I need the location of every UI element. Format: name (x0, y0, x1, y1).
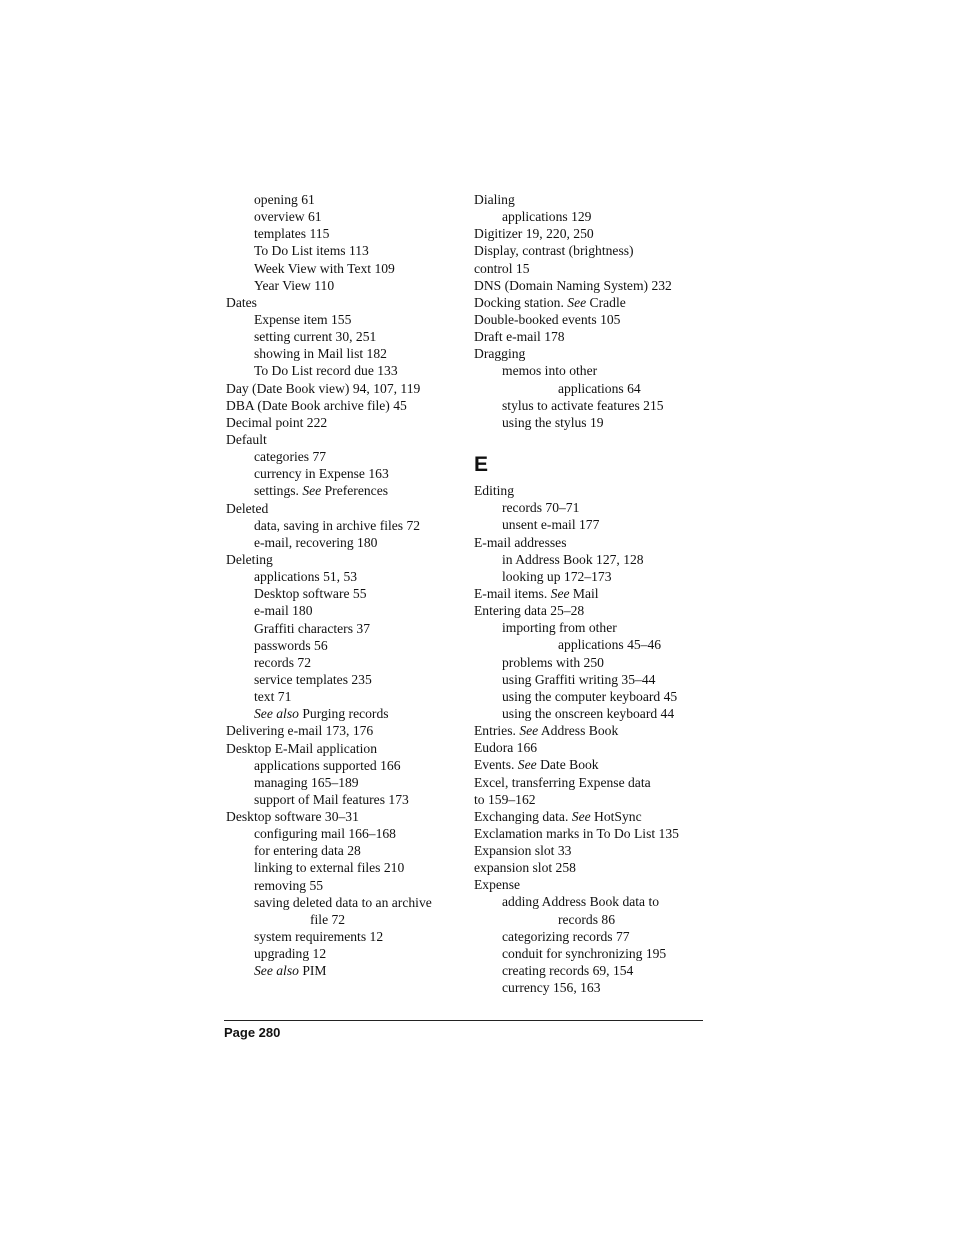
index-entry: Draft e-mail 178 (474, 329, 565, 345)
index-entry: Deleted (226, 500, 269, 516)
index-entry: Expansion slot 33 (474, 843, 572, 859)
index-subentry: configuring mail 166–168 (254, 826, 396, 842)
index-subentry: passwords 56 (254, 637, 328, 653)
index-entry: DBA (Date Book archive file) 45 (226, 397, 407, 413)
index-subentry: using Graffiti writing 35–44 (502, 671, 656, 687)
index-entry: Default (226, 431, 267, 447)
index-subentry: setting current 30, 251 (254, 329, 377, 345)
reference-target: Mail (569, 585, 599, 601)
index-subentry: service templates 235 (254, 671, 372, 687)
index-subentry: upgrading 12 (254, 946, 327, 962)
index-subentry: Graffiti characters 37 (254, 620, 370, 636)
index-subentry: records 72 (254, 654, 311, 670)
index-subentry: To Do List record due 133 (254, 363, 398, 379)
index-subentry: looking up 172–173 (502, 568, 612, 584)
index-subentry: adding Address Book data to (502, 894, 660, 910)
index-entry: Desktop software 30–31 (226, 809, 359, 825)
index-subentry: linking to external files 210 (254, 860, 405, 876)
index-subentry: applications 129 (502, 209, 592, 225)
index-subentry: currency in Expense 163 (254, 466, 389, 482)
index-entry: control 15 (474, 260, 530, 276)
index-subentry: file 72 (310, 911, 346, 927)
see-reference: See also (254, 963, 299, 979)
index-subentry: overview 61 (254, 209, 322, 225)
index-section-e (474, 482, 709, 996)
entry-term: Exchanging data. (474, 808, 572, 824)
index-subentry: support of Mail features 173 (254, 791, 409, 807)
index-subentry: categories 77 (254, 449, 327, 465)
index-subentry: data, saving in archive files 72 (254, 517, 421, 533)
footer-rule (224, 1020, 703, 1021)
index-subentry: system requirements 12 (254, 929, 384, 945)
index-entry (474, 756, 709, 773)
index-entry (474, 722, 709, 739)
index-subentry (226, 962, 471, 979)
see-reference: See (571, 808, 591, 824)
section-gap (474, 431, 709, 448)
index-entry: Dates (226, 294, 257, 310)
index-subentry: in Address Book 127, 128 (502, 551, 644, 567)
index-subentry: creating records 69, 154 (502, 963, 634, 979)
reference-target: HotSync (590, 808, 642, 824)
index-subentry: Expense item 155 (254, 311, 352, 327)
index-subentry: for entering data 28 (254, 843, 361, 859)
index-subentry: stylus to activate features 215 (502, 397, 664, 413)
index-entry: Deleting (226, 551, 273, 567)
index-subentry: templates 115 (254, 226, 330, 242)
see-reference: See (302, 483, 322, 499)
index-entry: Double-booked events 105 (474, 311, 621, 327)
section-letter-e: E (474, 453, 489, 477)
reference-target: PIM (298, 963, 327, 979)
index-subentry: applications 64 (558, 380, 641, 396)
entry-term: Entries. (474, 723, 520, 739)
see-reference: See also (254, 706, 299, 722)
index-subentry: managing 165–189 (254, 774, 359, 790)
index-entry: Eudora 166 (474, 740, 538, 756)
index-subentry: opening 61 (254, 192, 315, 207)
index-subentry: categorizing records 77 (502, 928, 630, 944)
index-entry: DNS (Domain Naming System) 232 (474, 277, 672, 293)
index-subentry: using the onscreen keyboard 44 (502, 705, 675, 721)
index-entry (474, 808, 709, 825)
index-subentry: applications 51, 53 (254, 569, 358, 585)
index-subentry: text 71 (254, 689, 292, 705)
index-subentry: applications 45–46 (558, 637, 662, 653)
entry-term: E-mail items. (474, 585, 551, 601)
index-subentry: Desktop software 55 (254, 586, 367, 602)
index-subentry: using the stylus 19 (502, 414, 604, 430)
see-reference: See (550, 585, 570, 601)
entry-term: Docking station. (474, 294, 568, 310)
index-entry: Editing (474, 483, 515, 499)
index-subentry: conduit for synchronizing 195 (502, 945, 667, 961)
index-entry: Delivering e-mail 173, 176 (226, 723, 374, 739)
index-column-left (226, 191, 471, 979)
reference-target: Date Book (536, 757, 599, 773)
index-section-d (474, 191, 709, 431)
index-column-right (474, 191, 709, 996)
index-entry: expansion slot 258 (474, 860, 576, 876)
index-subentry: currency 156, 163 (502, 980, 601, 996)
index-subentry: importing from other (502, 620, 617, 636)
index-subentry: Week View with Text 109 (254, 260, 395, 276)
index-subentry: applications supported 166 (254, 757, 401, 773)
index-entry: Desktop E-Mail application (226, 740, 378, 756)
index-entry: Dialing (474, 192, 515, 207)
index-subentry: To Do List items 113 (254, 243, 369, 259)
index-subentry: saving deleted data to an archive (254, 894, 432, 910)
index-subentry: memos into other (502, 363, 598, 379)
index-subentry: records 86 (558, 911, 615, 927)
entry-term: Events. (474, 757, 518, 773)
reference-target: Preferences (321, 483, 389, 499)
index-entry: Digitizer 19, 220, 250 (474, 226, 594, 242)
index-entry: Display, contrast (brightness) (474, 243, 634, 259)
index-entry: Entering data 25–28 (474, 603, 585, 619)
index-entry: to 159–162 (474, 791, 536, 807)
index-subentry: records 70–71 (502, 500, 580, 516)
index-entry: Decimal point 222 (226, 414, 328, 430)
see-reference: See (567, 294, 587, 310)
index-entry (474, 294, 709, 311)
index-subentry: showing in Mail list 182 (254, 346, 387, 362)
index-subentry: unsent e-mail 177 (502, 517, 600, 533)
index-entry: Excel, transferring Expense data (474, 774, 651, 790)
index-subentry (226, 705, 471, 722)
reference-target: Purging records (298, 706, 389, 722)
index-subentry: Year View 110 (254, 277, 335, 293)
index-subentry: removing 55 (254, 877, 324, 893)
see-reference: See (519, 723, 539, 739)
index-entry: Day (Date Book view) 94, 107, 119 (226, 380, 421, 396)
entry-term: settings. (254, 483, 303, 499)
reference-target: Cradle (586, 294, 626, 310)
page-number: Page 280 (224, 1025, 281, 1040)
index-subentry (226, 482, 471, 499)
see-reference: See (517, 757, 537, 773)
index-subentry: e-mail 180 (254, 603, 313, 619)
index-entry: Expense (474, 877, 521, 893)
index-subentry: problems with 250 (502, 654, 604, 670)
index-subentry: using the computer keyboard 45 (502, 688, 678, 704)
reference-target: Address Book (538, 723, 619, 739)
index-entry: E-mail addresses (474, 534, 567, 550)
index-entry: Dragging (474, 346, 526, 362)
index-subentry: e-mail, recovering 180 (254, 534, 378, 550)
index-entry (474, 585, 709, 602)
index-entry: Exclamation marks in To Do List 135 (474, 825, 679, 841)
